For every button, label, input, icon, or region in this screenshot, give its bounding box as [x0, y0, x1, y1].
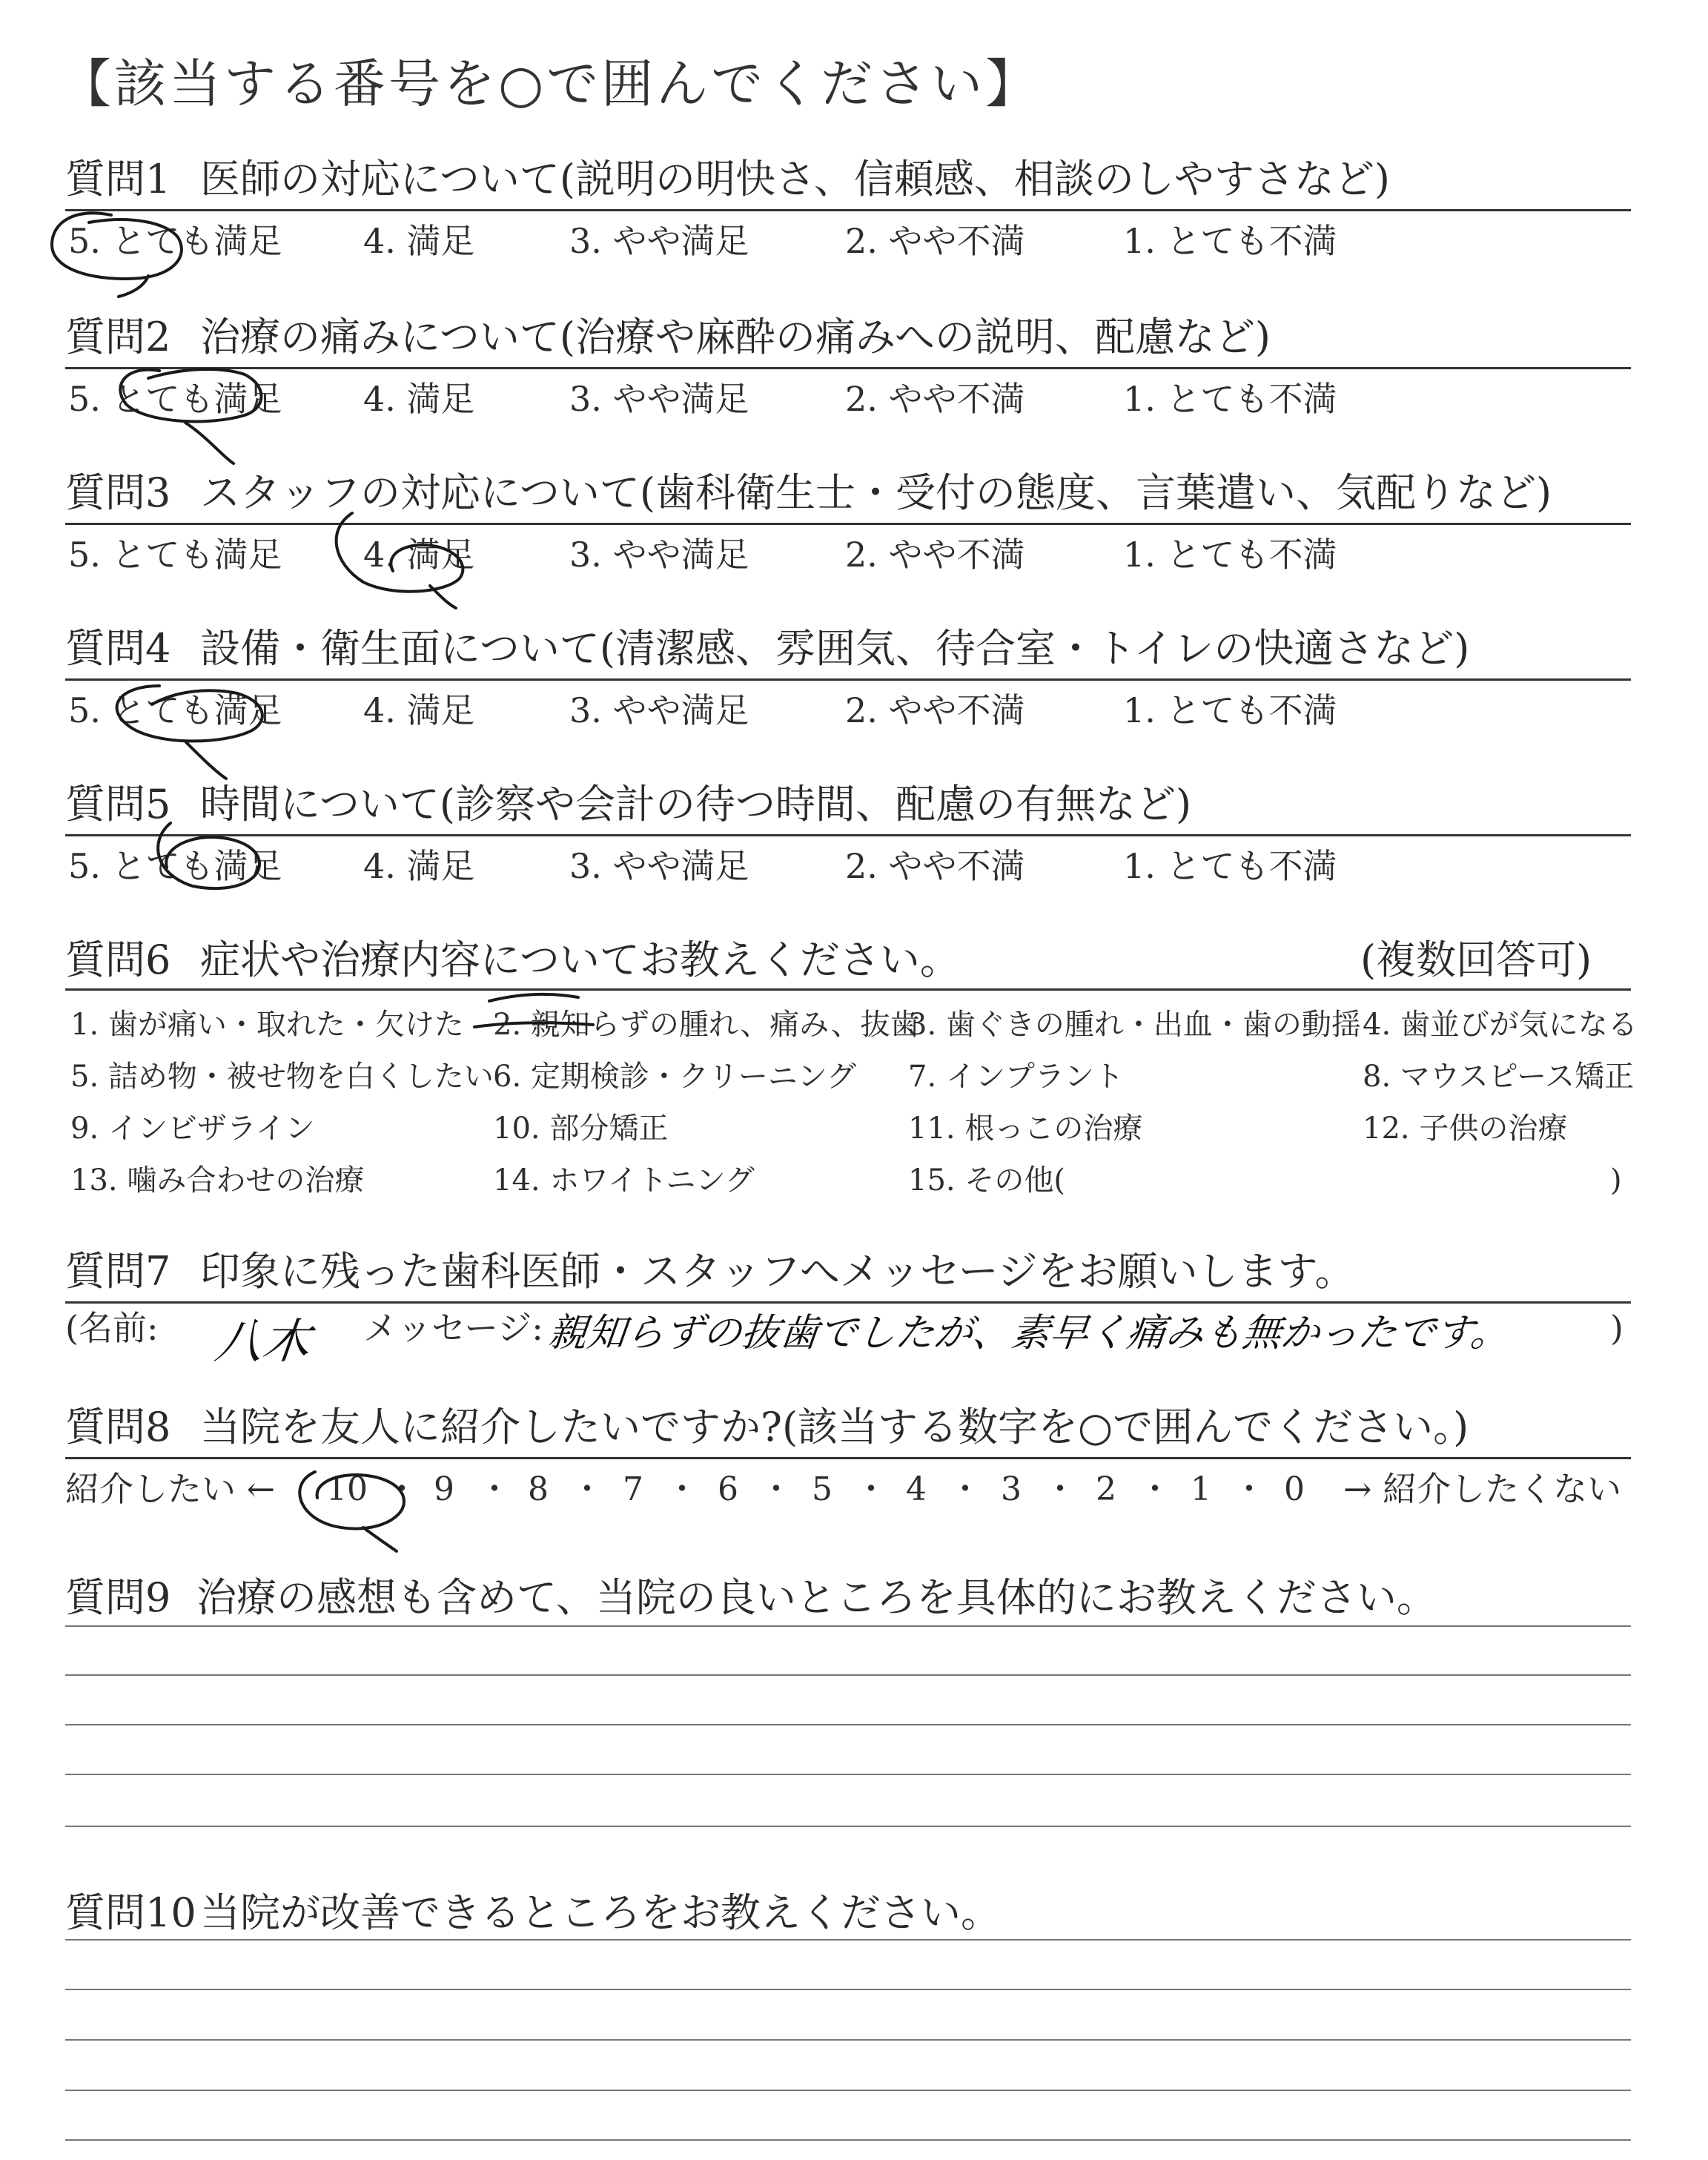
q4-option-3[interactable]: 3. やや満足: [569, 690, 749, 730]
q8-left-label: 紹介したい ←: [65, 1469, 276, 1509]
q6-item[interactable]: 11. 根っこの治療: [908, 1112, 1143, 1146]
q2-option-4[interactable]: 4. 満足: [363, 379, 475, 419]
q1-option-4[interactable]: 4. 満足: [363, 221, 475, 261]
question-1-label: 質問1: [65, 156, 171, 202]
q6-item[interactable]: 15. その他(: [908, 1163, 1065, 1198]
question-7-rule: [65, 1301, 1631, 1304]
q8-separator: ・: [1044, 1470, 1076, 1508]
q8-scale-5[interactable]: 5: [812, 1470, 833, 1508]
q4-option-2[interactable]: 2. やや不満: [845, 690, 1025, 730]
q7-message-label: メッセージ:: [363, 1308, 543, 1348]
question-6-text: 症状や治療内容についてお教えください。: [200, 937, 960, 983]
q9-answer-line[interactable]: [65, 1826, 1631, 1827]
q6-item[interactable]: 13. 噛み合わせの治療: [70, 1163, 365, 1198]
q6-other-close: ): [1610, 1163, 1622, 1198]
question-8-label: 質問8: [65, 1404, 171, 1450]
q10-answer-line[interactable]: [65, 2139, 1631, 2141]
page-title: 【該当する番号を○で囲んでください】: [59, 53, 1041, 114]
q10-answer-line[interactable]: [65, 2039, 1631, 2041]
q6-item[interactable]: 3. 歯ぐきの腫れ・出血・歯の動揺: [908, 1008, 1361, 1042]
question-10-text: 当院が改善できるところをお教えください。: [200, 1889, 1001, 1936]
q6-item[interactable]: 2. 親知らずの腫れ、痛み、抜歯: [493, 1008, 920, 1042]
q1-option-1[interactable]: 1. とても不満: [1123, 221, 1337, 261]
q8-scale-3[interactable]: 3: [1001, 1470, 1022, 1508]
q10-answer-line[interactable]: [65, 1989, 1631, 1990]
question-8-rule: [65, 1457, 1631, 1459]
question-7-text: 印象に残った歯科医師・スタッフへメッセージをお願いします。: [200, 1248, 1355, 1295]
q1-option-5[interactable]: 5. とても満足: [68, 221, 282, 261]
q8-separator: ・: [1233, 1470, 1265, 1508]
q5-option-4[interactable]: 4. 満足: [363, 846, 475, 886]
q2-option-5[interactable]: 5. とても満足: [68, 379, 282, 419]
question-5-text: 時間について(診察や会計の待つ時間、配慮の有無など): [200, 781, 1192, 828]
q7-message-value[interactable]: 親知らずの抜歯でしたが、素早く痛みも無かったです。: [546, 1311, 1512, 1355]
q8-separator: ・: [571, 1470, 603, 1508]
q8-separator: ・: [949, 1470, 982, 1508]
q9-answer-line[interactable]: [65, 1674, 1631, 1676]
question-1-text: 医師の対応について(説明の明快さ、信頼感、相談のしやすさなど): [200, 156, 1390, 202]
question-5-rule: [65, 834, 1631, 836]
q8-scale-2[interactable]: 2: [1096, 1470, 1116, 1508]
question-4-label: 質問4: [65, 625, 171, 672]
q3-option-1[interactable]: 1. とても不満: [1123, 535, 1337, 575]
q2-option-1[interactable]: 1. とても不満: [1123, 379, 1337, 419]
q8-separator: ・: [385, 1470, 418, 1508]
q2-option-3[interactable]: 3. やや満足: [569, 379, 749, 419]
q8-scale-8[interactable]: 8: [528, 1470, 549, 1508]
q6-item[interactable]: 8. マウスピース矯正: [1363, 1060, 1635, 1094]
q5-option-5[interactable]: 5. とても満足: [68, 846, 282, 886]
q8-scale-7[interactable]: 7: [623, 1470, 643, 1508]
q4-option-5[interactable]: 5. とても満足: [68, 690, 282, 730]
q6-item[interactable]: 14. ホワイトニング: [493, 1163, 755, 1198]
question-5-label: 質問5: [65, 781, 171, 828]
question-6-rule: [65, 988, 1631, 991]
question-9-text: 治療の感想も含めて、当院の良いところを具体的にお教えください。: [196, 1574, 1437, 1621]
q5-option-2[interactable]: 2. やや不満: [845, 846, 1025, 886]
question-4-rule: [65, 678, 1631, 681]
q7-close-paren: ): [1610, 1308, 1623, 1348]
q4-option-4[interactable]: 4. 満足: [363, 690, 475, 730]
question-7-label: 質問7: [65, 1248, 171, 1295]
q6-item[interactable]: 4. 歯並びが気になる: [1363, 1008, 1638, 1042]
q8-scale-6[interactable]: 6: [718, 1470, 738, 1508]
question-10-label: 質問10: [65, 1889, 196, 1936]
q1-option-2[interactable]: 2. やや不満: [845, 221, 1025, 261]
q5-option-1[interactable]: 1. とても不満: [1123, 846, 1337, 886]
q3-option-4[interactable]: 4. 満足: [363, 535, 475, 575]
question-2-label: 質問2: [65, 314, 171, 360]
q6-item[interactable]: 1. 歯が痛い・取れた・欠けた: [70, 1008, 464, 1042]
q8-separator: ・: [855, 1470, 887, 1508]
q4-option-1[interactable]: 1. とても不満: [1123, 690, 1337, 730]
question-9-label: 質問9: [65, 1574, 171, 1621]
q9-answer-line[interactable]: [65, 1724, 1631, 1725]
q8-right-label: → 紹介したくない: [1343, 1469, 1622, 1509]
q3-option-2[interactable]: 2. やや不満: [845, 535, 1025, 575]
q8-scale-1[interactable]: 1: [1191, 1470, 1211, 1508]
question-2-text: 治療の痛みについて(治療や麻酔の痛みへの説明、配慮など): [200, 314, 1271, 360]
q2-option-2[interactable]: 2. やや不満: [845, 379, 1025, 419]
question-3-text: スタッフの対応について(歯科衛生士・受付の態度、言葉遣い、気配りなど): [200, 469, 1552, 516]
q3-option-5[interactable]: 5. とても満足: [68, 535, 282, 575]
q10-answer-line[interactable]: [65, 2090, 1631, 2091]
q7-name-label: (名前:: [65, 1308, 159, 1348]
q6-item[interactable]: 6. 定期検診・クリーニング: [493, 1060, 857, 1094]
q8-scale-10[interactable]: 10: [326, 1470, 368, 1508]
question-4-text: 設備・衛生面について(清潔感、雰囲気、待合室・トイレの快適さなど): [200, 625, 1470, 672]
q9-answer-line[interactable]: [65, 1625, 1631, 1627]
q1-option-3[interactable]: 3. やや満足: [569, 221, 749, 261]
question-2-rule: [65, 367, 1631, 369]
q8-separator: ・: [478, 1470, 511, 1508]
q8-scale-0[interactable]: 0: [1284, 1470, 1305, 1508]
q6-item[interactable]: 10. 部分矯正: [493, 1112, 669, 1146]
q6-item[interactable]: 7. インプラント: [908, 1060, 1124, 1094]
question-1-rule: [65, 209, 1631, 211]
q8-separator: ・: [1139, 1470, 1171, 1508]
q7-name-value[interactable]: 八木: [212, 1315, 313, 1370]
q10-answer-line[interactable]: [65, 1939, 1631, 1941]
q8-separator: ・: [666, 1470, 698, 1508]
q8-scale-4[interactable]: 4: [906, 1470, 927, 1508]
question-6-note: (複数回答可): [1360, 937, 1592, 983]
q3-option-3[interactable]: 3. やや満足: [569, 535, 749, 575]
q6-item[interactable]: 9. インビザライン: [70, 1112, 315, 1146]
question-8-text: 当院を友人に紹介したいですか?(該当する数字を○で囲んでください。): [200, 1404, 1469, 1450]
q6-item[interactable]: 5. 詰め物・被せ物を白くしたい: [70, 1060, 494, 1094]
q9-answer-line[interactable]: [65, 1774, 1631, 1775]
question-3-label: 質問3: [65, 469, 171, 516]
question-6-label: 質問6: [65, 937, 171, 983]
q5-option-3[interactable]: 3. やや満足: [569, 846, 749, 886]
q8-scale-9[interactable]: 9: [434, 1470, 454, 1508]
q6-item[interactable]: 12. 子供の治療: [1363, 1112, 1568, 1146]
question-3-rule: [65, 523, 1631, 525]
q8-separator: ・: [760, 1470, 792, 1508]
